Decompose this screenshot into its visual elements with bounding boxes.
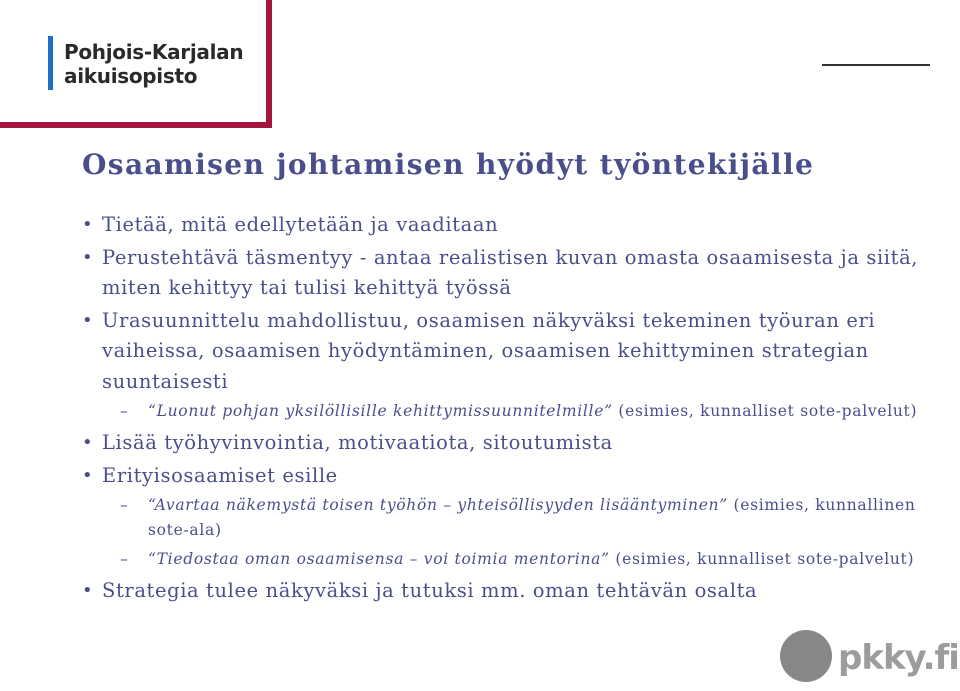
bullet-list [82, 210, 942, 609]
bullet-text: Tietää, mitä edellytetään ja vaaditaan [102, 213, 499, 236]
pkky-brand-text: pkky.fi [838, 638, 959, 678]
header-divider [822, 64, 930, 66]
organization-logo [64, 40, 243, 88]
logo-line-1: Pohjois-Karjalan [64, 40, 244, 64]
bullet-item [82, 306, 942, 398]
slide-title: Osaamisen johtamisen hyödyt työntekijälle [82, 148, 815, 181]
dash-icon: – [120, 496, 129, 514]
sub-bullet-item [82, 547, 942, 572]
sub-bullet-item [82, 493, 942, 543]
bullet-item [82, 243, 942, 304]
bullet-dot-icon: • [82, 580, 94, 601]
pkky-logo [780, 630, 959, 686]
logo-line-2: aikuisopisto [64, 64, 198, 88]
bullet-dot-icon: • [82, 214, 94, 235]
bullet-item [82, 428, 942, 459]
bullet-item [82, 210, 942, 241]
bullet-text: Urasuunnittelu mahdollistuu, osaamisen näkyväksi tekeminen työuran eri vaiheissa, osaamisen hyödyntäminen, osaamisen kehittyminen strategian suuntaisesti [102, 308, 876, 393]
bullet-item [82, 576, 942, 607]
pkky-emblem-icon [780, 630, 832, 682]
source-text: (esimies, kunnalliset sote-palvelut) [612, 402, 918, 420]
quote-text: “Luonut pohjan yksilöllisille kehittymissuunnitelmille” [148, 402, 613, 420]
bullet-text: Erityisosaamiset esille [102, 463, 338, 487]
logo-accent-bar [48, 36, 53, 90]
dash-icon: – [120, 550, 129, 568]
dash-icon: – [120, 402, 129, 420]
source-text: (esimies, kunnallinen sote-ala) [148, 496, 916, 539]
bullet-dot-icon: • [82, 464, 94, 486]
source-text: (esimies, kunnalliset sote-palvelut) [609, 550, 915, 568]
bullet-text: Lisää työhyvinvointia, motivaatiota, sitoutumista [102, 431, 613, 454]
quote-text: “Avartaa näkemystä toisen työhön – yhteisöllisyyden lisääntyminen” [148, 496, 728, 514]
bullet-dot-icon: • [82, 309, 94, 331]
bullet-dot-icon: • [82, 432, 94, 453]
bullet-text: Strategia tulee näkyväksi ja tutuksi mm. oman tehtävän osalta [102, 579, 758, 602]
quote-text: “Tiedostaa oman osaamisensa – voi toimia mentorina” [148, 550, 610, 568]
sub-bullet-item [82, 399, 942, 424]
bullet-text: Perustehtävä täsmentyy - antaa realistisen kuvan omasta osaamisesta ja siitä, miten kehittyy tai tulisi kehittyä työssä [102, 245, 919, 299]
bullet-item [82, 461, 942, 492]
bullet-dot-icon: • [82, 246, 94, 268]
